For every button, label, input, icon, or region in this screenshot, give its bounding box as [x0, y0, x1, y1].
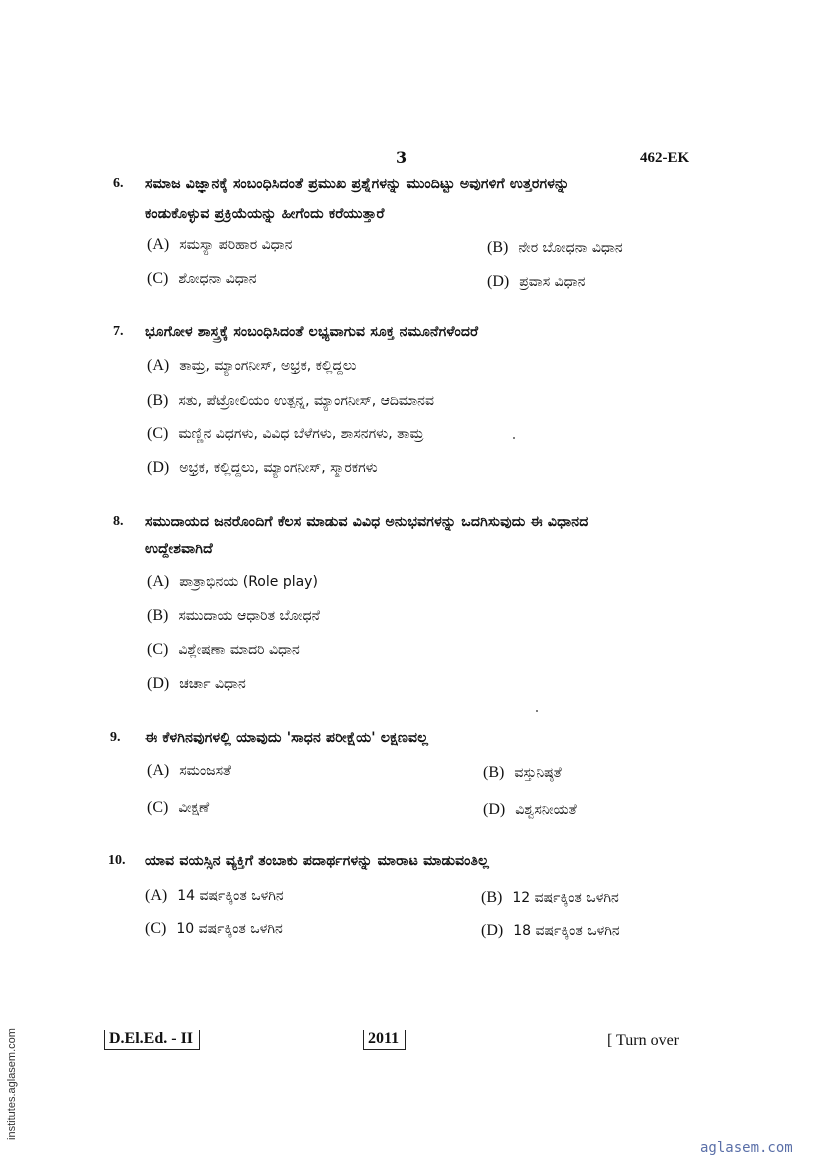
question-7-option-d	[147, 459, 378, 477]
question-6-text-line-1: ಸಮಾಜ ವಿಜ್ಞಾನಕ್ಕೆ ಸಂಬಂಧಿಸಿದಂತೆ ಪ್ರಮುಖ ಪ್ರಶ್ನೆಗಳನ್ನು ಮುಂದಿಟ್ಟು ಅವುಗಳಿಗೆ ಉತ್ತರಗಳನ್ನು	[145, 176, 570, 192]
option-text: ವಿಶ್ಲೇಷಣಾ ಮಾದರಿ ವಿಧಾನ	[178, 642, 300, 658]
option-label: (B)	[147, 392, 169, 409]
option-label: (D)	[147, 675, 170, 692]
option-text: ವಿಶ್ವಸನೀಯತೆ	[515, 802, 577, 818]
option-label: (A)	[147, 236, 170, 253]
option-label: (A)	[145, 887, 168, 904]
question-9-option-d	[483, 801, 577, 819]
option-label: (C)	[147, 641, 169, 658]
option-label: (A)	[147, 573, 170, 590]
option-text: ತಾಮ್ರ, ಮ್ಯಾಂಗನೀಸ್, ಅಭ್ರಕ, ಕಲ್ಲಿದ್ದಲು	[179, 358, 357, 374]
option-text: 18 ವರ್ಷಕ್ಕಿಂತ ಒಳಗಿನ	[513, 923, 620, 939]
question-9-number: 9.	[110, 730, 121, 745]
question-6-number: 6.	[113, 176, 124, 191]
question-7-option-b	[147, 392, 434, 410]
option-text: 10 ವರ್ಷಕ್ಕಿಂತ ಒಳಗಿನ	[176, 921, 283, 937]
question-10-number: 10.	[108, 853, 126, 868]
option-text: ಮಣ್ಣಿನ ವಿಧಗಳು, ವಿವಿಧ ಬೆಳೆಗಳು, ಶಾಸನಗಳು, ತಾಮ್ರ	[178, 426, 424, 442]
option-text: ನೇರ ಬೋಧನಾ ವಿಧಾನ	[518, 240, 623, 256]
option-text: ಪಾತ್ರಾಭಿನಯ (Role play)	[179, 574, 318, 590]
option-label: (C)	[145, 920, 167, 937]
year-box: 2011	[363, 1030, 406, 1050]
question-8-option-c	[147, 641, 300, 659]
option-text: ಸತು, ಪೆಟ್ರೋಲಿಯಂ ಉತ್ಪನ್ನ, ಮ್ಯಾಂಗನೀಸ್, ಆದಿಮಾನವ	[178, 393, 434, 409]
question-10-option-c	[145, 920, 283, 938]
option-text: ಸಮಸ್ಯಾ ಪರಿಹಾರ ವಿಧಾನ	[179, 237, 293, 253]
option-text: ಅಭ್ರಕ, ಕಲ್ಲಿದ್ದಲು, ಮ್ಯಾಂಗನೀಸ್, ಸ್ಮಾರಕಗಳು	[179, 460, 378, 476]
option-label: (C)	[147, 425, 169, 442]
question-8-text-line-2: ಉದ್ದೇಶವಾಗಿದೆ	[145, 541, 213, 557]
question-10-option-a	[145, 887, 284, 905]
option-text: 12 ವರ್ಷಕ್ಕಿಂತ ಒಳಗಿನ	[512, 890, 619, 906]
question-9-option-b	[483, 764, 562, 782]
option-label: (D)	[481, 922, 504, 939]
page-number: 3	[396, 148, 408, 167]
option-text: ಚರ್ಚಾ ವಿಧಾನ	[179, 676, 246, 692]
option-label: (B)	[481, 889, 503, 906]
question-7-number: 7.	[113, 324, 124, 339]
course-code-box: D.El.Ed. - II	[104, 1030, 200, 1050]
brand-watermark: aglasem.com	[700, 1140, 793, 1156]
option-label: (C)	[147, 799, 169, 816]
option-text: ವೀಕ್ಷಣೆ	[178, 800, 210, 816]
question-10-option-d	[481, 922, 620, 940]
option-label: (C)	[147, 270, 169, 287]
option-label: (A)	[147, 357, 170, 374]
question-8-option-d	[147, 675, 246, 693]
option-text: ಸಮಂಜಸತೆ	[179, 763, 231, 779]
option-text: ಸಮುದಾಯ ಆಧಾರಿತ ಬೋಧನೆ	[178, 608, 320, 624]
option-label: (D)	[483, 801, 506, 818]
paper-code: 462-EK	[640, 150, 690, 166]
question-8-option-b	[147, 607, 320, 625]
side-watermark: institutes.aglasem.com	[6, 1028, 18, 1140]
question-6-option-a	[147, 236, 292, 254]
question-10-text: ಯಾವ ವಯಸ್ಸಿನ ವ್ಯಕ್ತಿಗೆ ತಂಬಾಕು ಪದಾರ್ಥಗಳನ್ನು ಮಾರಾಟ ಮಾಡುವಂತಿಲ್ಲ	[145, 853, 490, 869]
option-text: 14 ವರ್ಷಕ್ಕಿಂತ ಒಳಗಿನ	[177, 888, 284, 904]
question-6-option-b	[487, 239, 623, 257]
option-label: (B)	[483, 764, 505, 781]
question-9-option-a	[147, 762, 231, 780]
question-9-text: ಈ ಕೆಳಗಿನವುಗಳಲ್ಲಿ ಯಾವುದು 'ಸಾಧನ ಪರೀಕ್ಷೆಯ' ಲಕ್ಷಣವಲ್ಲ	[145, 730, 429, 746]
question-7-option-a	[147, 357, 356, 375]
question-6-text-line-2: ಕಂಡುಕೊಳ್ಳುವ ಪ್ರಕ್ರಿಯೆಯನ್ನು ಹೀಗೆಂದು ಕರೆಯುತ್ತಾರೆ	[145, 206, 385, 222]
question-7-text: ಭೂಗೋಳ ಶಾಸ್ತ್ರಕ್ಕೆ ಸಂಬಂಧಿಸಿದಂತೆ ಲಭ್ಯವಾಗುವ ಸೂಕ್ತ ನಮೂನೆಗಳೆಂದರೆ	[145, 324, 479, 340]
question-7-option-c	[147, 425, 423, 443]
scan-speck	[536, 710, 538, 712]
option-label: (D)	[487, 273, 510, 290]
question-6-option-d	[487, 273, 585, 291]
question-10-option-b	[481, 889, 619, 907]
option-label: (D)	[147, 459, 170, 476]
option-label: (B)	[487, 239, 509, 256]
question-8-option-a	[147, 573, 318, 591]
option-label: (B)	[147, 607, 169, 624]
question-8-text-line-1: ಸಮುದಾಯದ ಜನರೊಂದಿಗೆ ಕೆಲಸ ಮಾಡುವ ವಿವಿಧ ಅನುಭವಗಳನ್ನು ಒದಗಿಸುವುದು ಈ ವಿಧಾನದ	[145, 514, 589, 530]
option-text: ಪ್ರವಾಸ ವಿಧಾನ	[519, 274, 586, 290]
question-8-number: 8.	[113, 514, 124, 529]
option-text: ವಸ್ತುನಿಷ್ಠತೆ	[514, 765, 562, 781]
question-9-option-c	[147, 799, 209, 817]
option-label: (A)	[147, 762, 170, 779]
turn-over-label: [ Turn over	[607, 1032, 680, 1049]
question-6-option-c	[147, 270, 257, 288]
scan-speck	[513, 437, 515, 439]
option-text: ಶೋಧನಾ ವಿಧಾನ	[178, 271, 257, 287]
